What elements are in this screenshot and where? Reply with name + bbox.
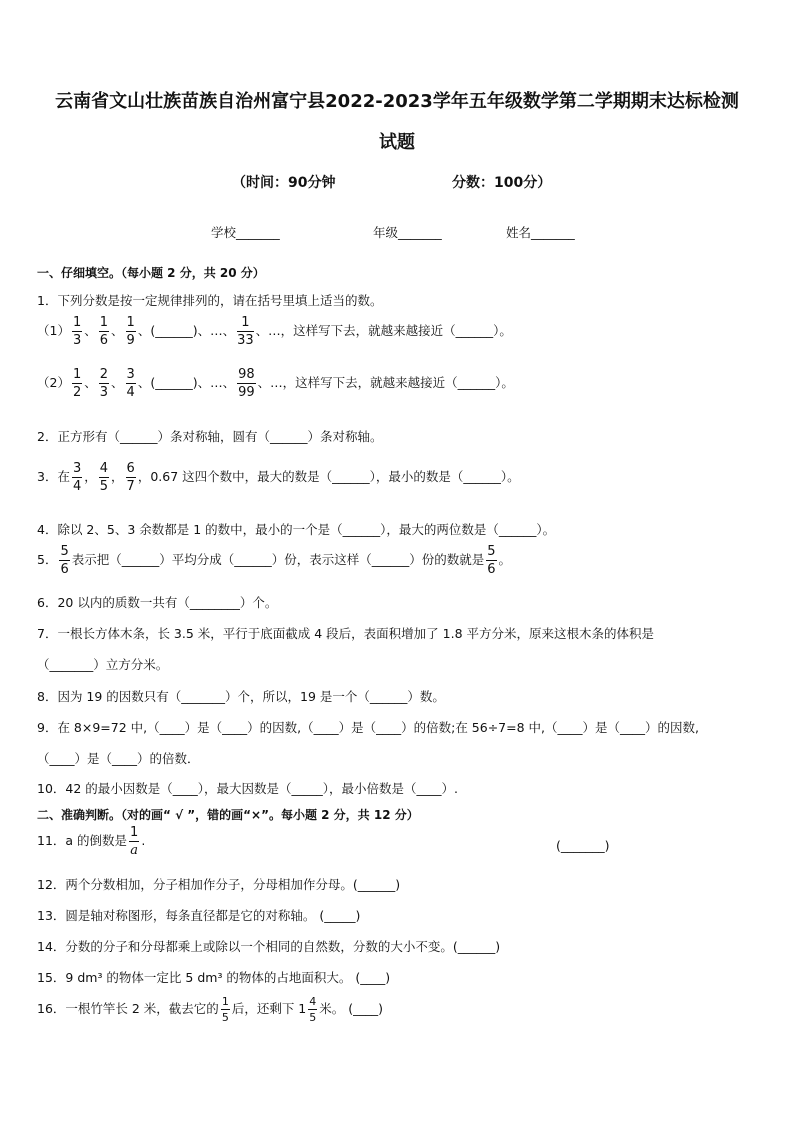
part-label: （1） xyxy=(37,323,70,338)
fraction: $\frac{3}{4}$ xyxy=(72,461,82,494)
school-field: 学校_______ xyxy=(211,225,280,240)
question-10: 10．42 的最小因数是（____），最大因数是（_____），最小倍数是（____）. xyxy=(37,781,459,796)
fraction: $\frac{3}{4}$ xyxy=(126,367,135,400)
question-14: 14．分数的分子和分母都乘上或除以一个相同的自然数，分数的大小不变。(______) xyxy=(37,939,501,954)
question-11-answer-blank: (_______) xyxy=(556,838,610,853)
question-16: 16．一根竹竿长 2 米，截去它的 $\frac{1}{5}$ 后，还剩下 1 $\frac{4}{5}$ 米。 (____) xyxy=(37,995,383,1024)
exam-title: 云南省文山壮族苗族自治州富宁县2022-2023学年五年级数学第二学期期末达标检测 xyxy=(55,91,739,112)
part-label: （2） xyxy=(37,375,70,390)
question-3: 3．在 $\frac{3}{4}$ ， $\frac{4}{5}$ ， $\frac{6}{7}$ ，0.67 这四个数中，最大的数是（______），最小的数是（______）。 xyxy=(37,461,520,494)
fraction: $\frac{1}{6}$ xyxy=(99,315,109,348)
question-2: 2．正方形有（______）条对称轴，圆有（______）条对称轴。 xyxy=(37,429,383,444)
fraction: $\frac{4}{5}$ xyxy=(99,461,109,494)
question-1-part-2: （2） $\frac{1}{2}$ 、 $\frac{2}{3}$ 、 $\frac{3}{4}$ 、(______)、…、 $\frac{98}{99}$ 、…，这样写下去，就越来越接近（______）。 xyxy=(37,367,514,400)
fraction: $\frac{5}{6}$ xyxy=(60,544,69,577)
fraction: $\frac{5}{6}$ xyxy=(487,544,496,577)
question-6: 6．20 以内的质数一共有（________）个。 xyxy=(37,595,278,610)
question-1-part-1: （1） $\frac{1}{3}$ 、 $\frac{1}{6}$ 、 $\frac{1}{9}$ 、(______)、…、 $\frac{1}{33}$ 、…，这样写下去，就越来越接近（______）。 xyxy=(37,315,512,348)
section-heading-true-false: 二、准确判断。（对的画“ √ ”，错的画“×”。每小题 2 分，共 12 分） xyxy=(37,808,419,822)
fraction: $\frac{1}{33}$ xyxy=(237,315,254,348)
question-12: 12．两个分数相加，分子相加作分子，分母相加作分母。(______) xyxy=(37,877,401,892)
question-7: 7．一根长方体木条，长 3.5 米，平行于底面截成 4 段后，表面积增加了 1.8 平方分米，原来这根木条的体积是 xyxy=(37,626,655,641)
name-field: 姓名_______ xyxy=(506,225,575,240)
exam-score: 分数：100分） xyxy=(452,175,552,191)
section-heading-fill-blank: 一、仔细填空。（每小题 2 分，共 20 分） xyxy=(37,266,265,280)
question-4: 4．除以 2、5、3 余数都是 1 的数中，最小的一个是（______），最大的两位数是（______）。 xyxy=(37,522,556,537)
fraction: $\frac{1}{5}$ xyxy=(221,995,229,1024)
fraction: $\frac{1}{9}$ xyxy=(126,315,135,348)
question-9: 9．在 8×9=72 中,（____）是（____）的因数,（____）是（____）的倍数;在 56÷7=8 中,（____）是（____）的因数, xyxy=(37,720,699,735)
question-7-continued: （_______）立方分米。 xyxy=(37,657,169,672)
grade-field: 年级_______ xyxy=(373,225,442,240)
fraction: $\frac{1}{3}$ xyxy=(72,315,82,348)
question-5: 5． $\frac{5}{6}$ 表示把（______）平均分成（______）份，表示这样（______）份的数就是 $\frac{5}{6}$ 。 xyxy=(37,544,512,577)
question-15: 15．9 dm³ 的物体一定比 5 dm³ 的物体的占地面积大。 (____) xyxy=(37,970,391,985)
fraction: $\frac{1}{2}$ xyxy=(72,367,82,400)
fraction: $\frac{1}{a}$ xyxy=(130,825,139,858)
question-11: 11．a 的倒数是 $\frac{1}{a}$ . xyxy=(37,825,146,858)
fraction: $\frac{98}{99}$ xyxy=(238,367,255,400)
question-9-continued: （____）是（____）的倍数． xyxy=(37,751,200,766)
fraction: $\frac{6}{7}$ xyxy=(126,461,135,494)
question-8: 8．因为 19 的因数只有（_______）个，所以，19 是一个（______）数。 xyxy=(37,689,445,704)
fraction: $\frac{2}{3}$ xyxy=(99,367,109,400)
question-13: 13．圆是轴对称图形，每条直径都是它的对称轴。 (_____) xyxy=(37,908,361,923)
fraction: $\frac{4}{5}$ xyxy=(309,995,317,1024)
question-1: 1．下列分数是按一定规律排列的，请在括号里填上适当的数。 xyxy=(37,293,383,308)
exam-time: （时间：90分钟 xyxy=(232,175,336,191)
exam-title-line2: 试题 xyxy=(379,132,415,153)
